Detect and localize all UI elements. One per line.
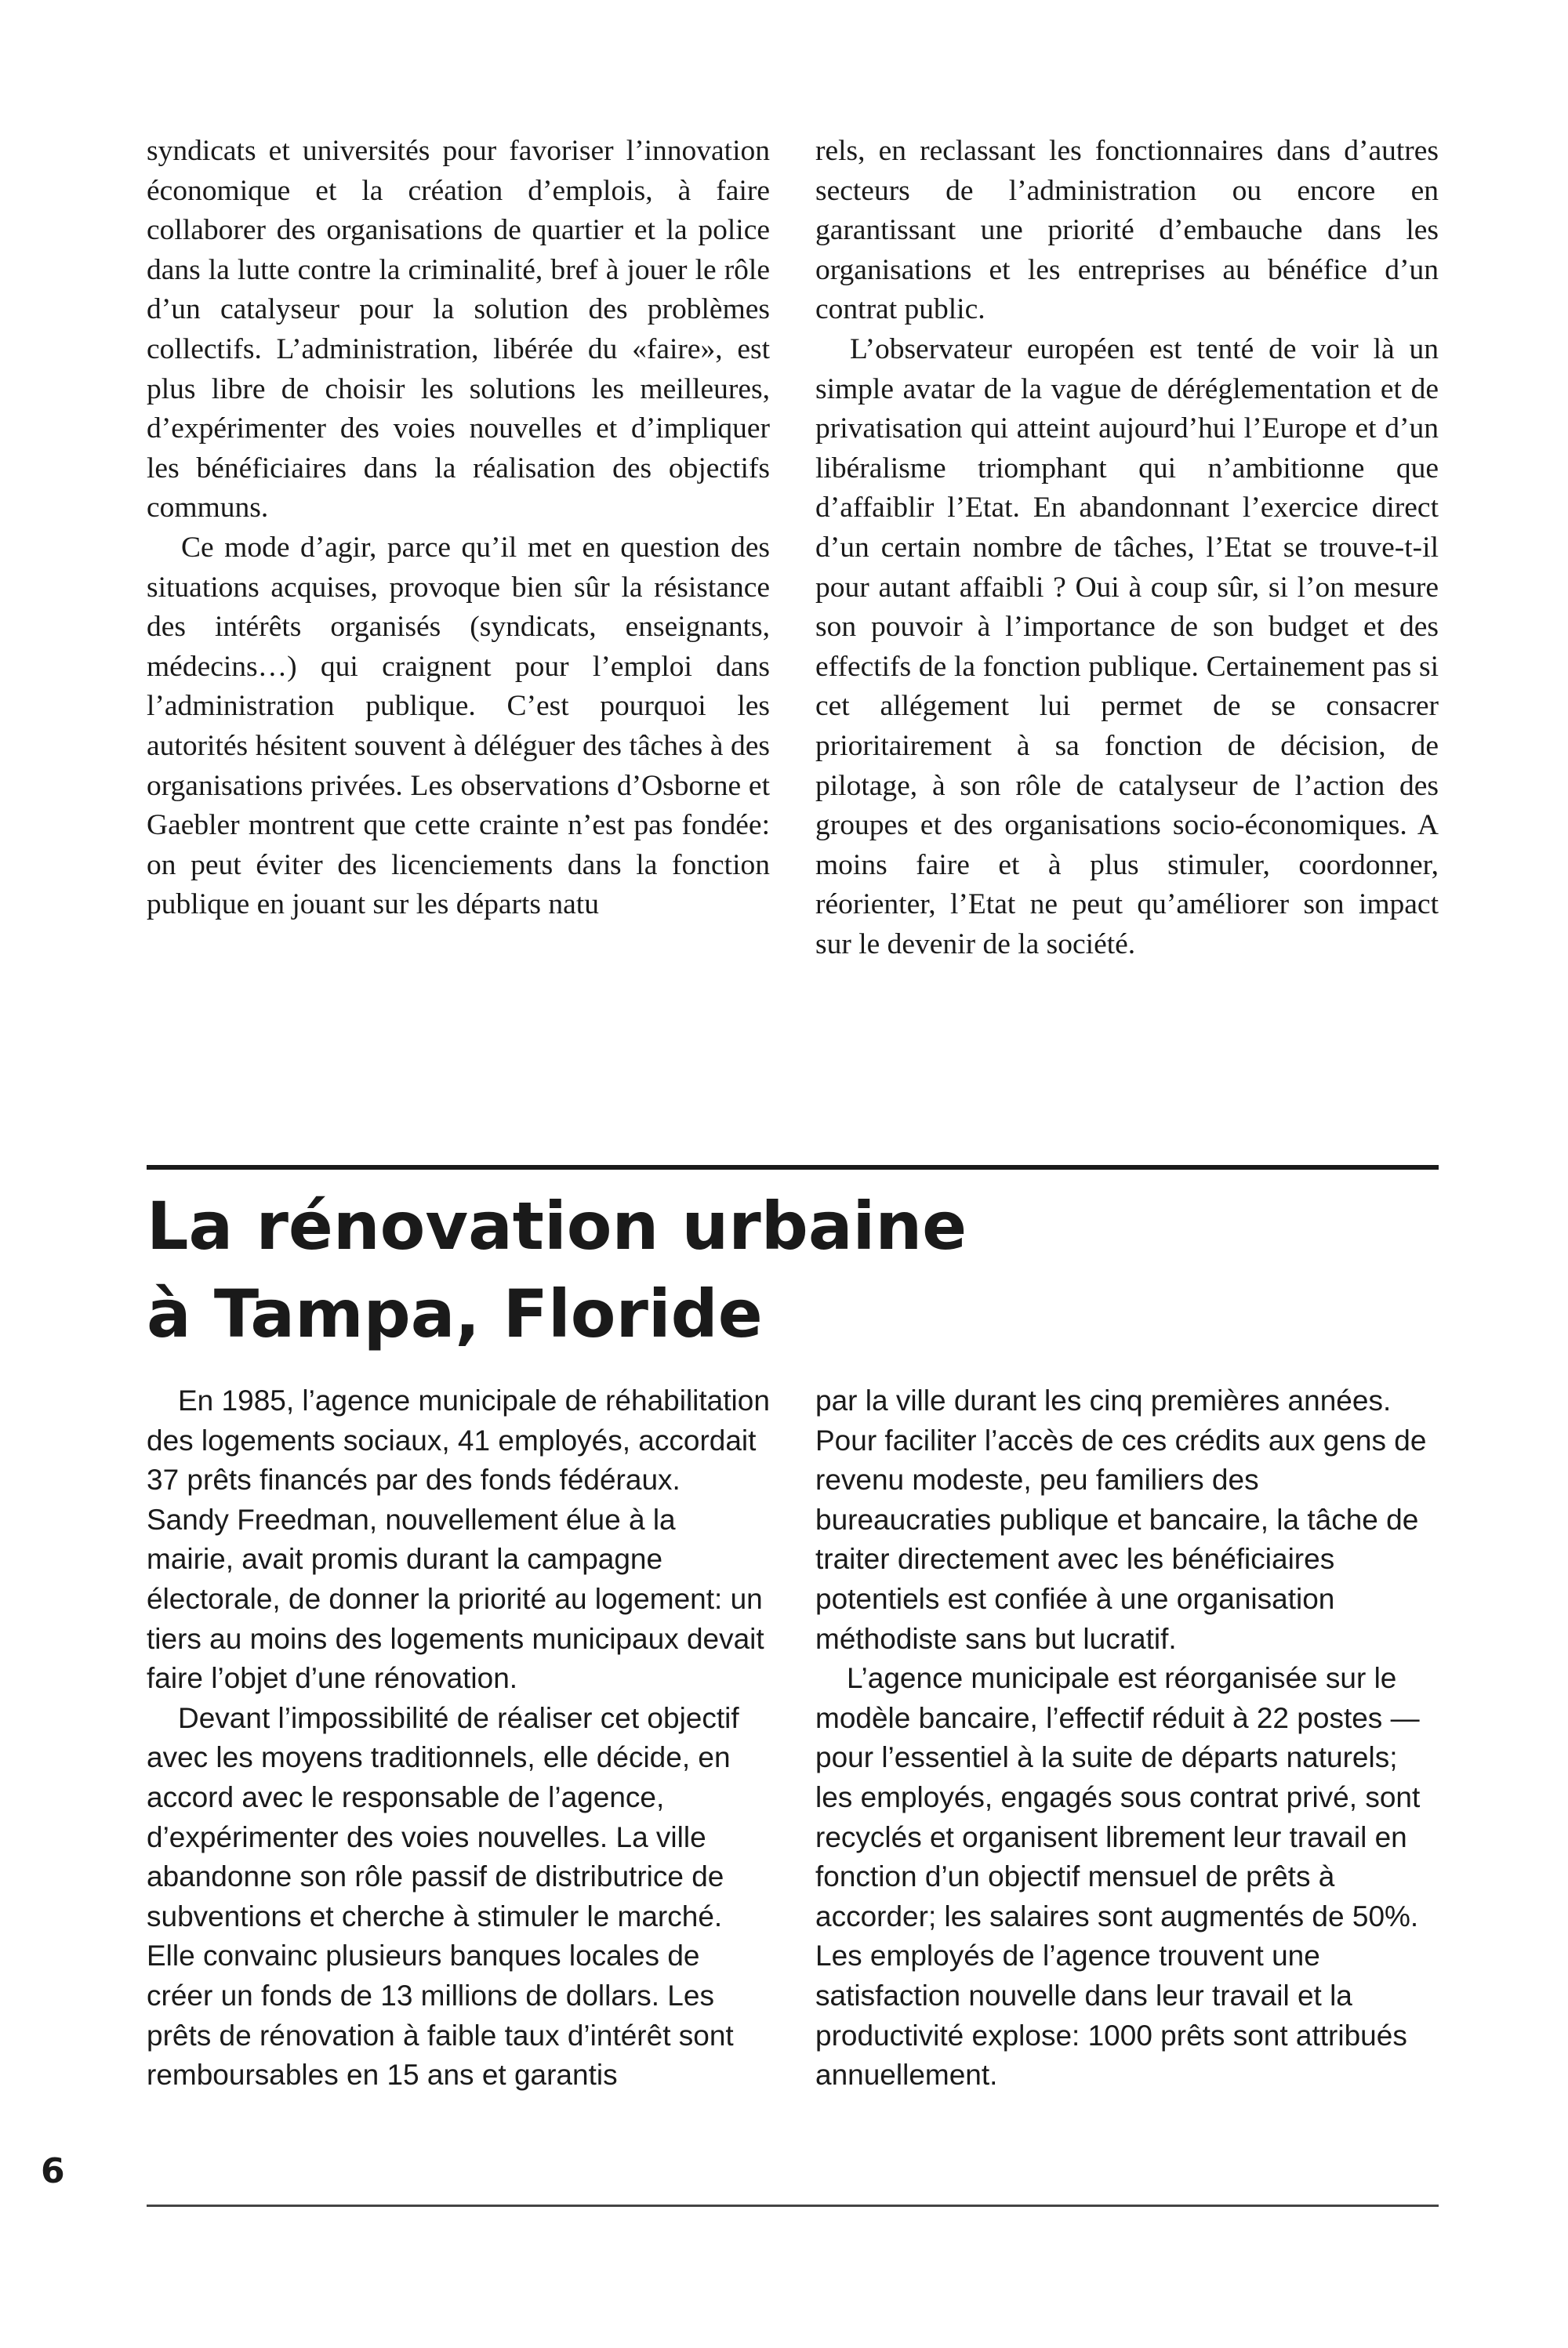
article-title <box>147 1182 1439 1358</box>
upper-left-paragraph-1: syndicats et universités pour favoriser l’innovation économique et la création d’emplois, à faire collaborer des organisations de quartier et la police dans la lutte contre la criminalité, bref à jouer le rôle d’un catalyseur pour la solution des problèmes collectifs. L’administration, libérée du «faire», est plus libre de choisir les solutions les meilleures, d’expérimenter des voies nouvelles et d’impliquer les bénéficiaires dans la réalisation des objectifs communs. <box>147 135 770 524</box>
article-text-columns <box>147 1381 1439 2181</box>
upper-text-columns <box>147 132 1439 1096</box>
article-left-paragraph-1: En 1985, l’agence municipale de réhabilitation des logements sociaux, 41 employés, accordait 37 prêts financés par des fonds fédéraux. Sandy Freedman, nouvellement élue à la mairie, avait promis durant la campagne électorale, de donner la priorité au logement: un tiers au moins des logements municipaux devait faire l’objet d’une rénovation. <box>147 1384 770 1695</box>
article-title-line-1: La rénovation urbaine <box>147 1188 967 1265</box>
upper-right-column <box>815 132 1439 1096</box>
article-right-column <box>815 1381 1439 2181</box>
section-divider-rule <box>147 1165 1439 1170</box>
upper-left-paragraph-2: Ce mode d’agir, parce qu’il met en question des situations acquises, provoque bien sûr la résistance des intérêts organisés (syndicats, enseignants, médecins…) qui craignent pour l’emploi dans l’administration publique. C’est pourquoi les autorités hésitent souvent à déléguer des tâches à des organisations privées. Les observations d’Osborne et Gaebler montrent que cette crainte n’est pas fondée: on peut éviter des licenciements dans la fonction publique en jouant sur les départs natu <box>147 531 770 921</box>
article-left-column <box>147 1381 770 2181</box>
footer-rule <box>147 2205 1439 2207</box>
upper-right-paragraph-1: rels, en reclassant les fonctionnaires dans d’autres secteurs de l’administration ou encore en garantissant une priorité d’embauche dans les organisations et les entreprises au bénéfice d’un contrat public. <box>815 135 1439 326</box>
article-right-paragraph-2: L’agence municipale est réorganisée sur le modèle bancaire, l’effectif réduit à 22 postes — pour l’essentiel à la suite de départs naturels; les employés, engagés sous contrat privé, sont recyclés et organisent librement leur travail en fonction d’un objectif mensuel de prêts à accorder; les salaires sont augmentés de 50%. Les employés de l’agence trouvent une satisfaction nouvelle dans leur travail et la productivité explose: 1000 prêts sont attribués annuellement. <box>815 1662 1421 2092</box>
page-number: 6 <box>41 2151 65 2191</box>
article-title-line-2: à Tampa, Floride <box>147 1276 763 1352</box>
upper-left-column <box>147 132 770 1096</box>
upper-right-paragraph-2: L’observateur européen est tenté de voir là un simple avatar de la vague de déréglementation et de privatisation qui atteint aujourd’hui l’Europe et d’un libéralisme triomphant qui n’ambitionne que d’affaiblir l’Etat. En abandonnant l’exercice direct d’un certain nombre de tâches, l’Etat se trouve-t-il pour autant affaibli ? Oui à coup sûr, si l’on mesure son pouvoir à l’importance de son budget et des effectifs de la fonction publique. Certainement pas si cet allégement lui permet de se consacrer prioritairement à sa fonction de décision, de pilotage, à son rôle de catalyseur de l’action des groupes et des organisations socio-économiques. A moins faire et à plus stimuler, coordonner, réorienter, l’Etat ne peut qu’améliorer son impact sur le devenir de la société. <box>815 332 1439 960</box>
article-right-paragraph-1: par la ville durant les cinq premières années. Pour faciliter l’accès de ces crédits aux gens de revenu modeste, peu familiers des bureaucraties publique et bancaire, la tâche de traiter directement avec les bénéficiaires potentiels est confiée à une organisation méthodiste sans but lucratif. <box>815 1384 1427 1655</box>
article-left-paragraph-2: Devant l’impossibilité de réaliser cet objectif avec les moyens traditionnels, elle décide, en accord avec le responsable de l’agence, d’expérimenter des voies nouvelles. La ville abandonne son rôle passif de distributrice de subventions et cherche à stimuler le marché. Elle convainc plusieurs banques locales de créer un fonds de 13 millions de dollars. Les prêts de rénovation à faible taux d’intérêt sont remboursables en 15 ans et garantis <box>147 1701 739 2092</box>
